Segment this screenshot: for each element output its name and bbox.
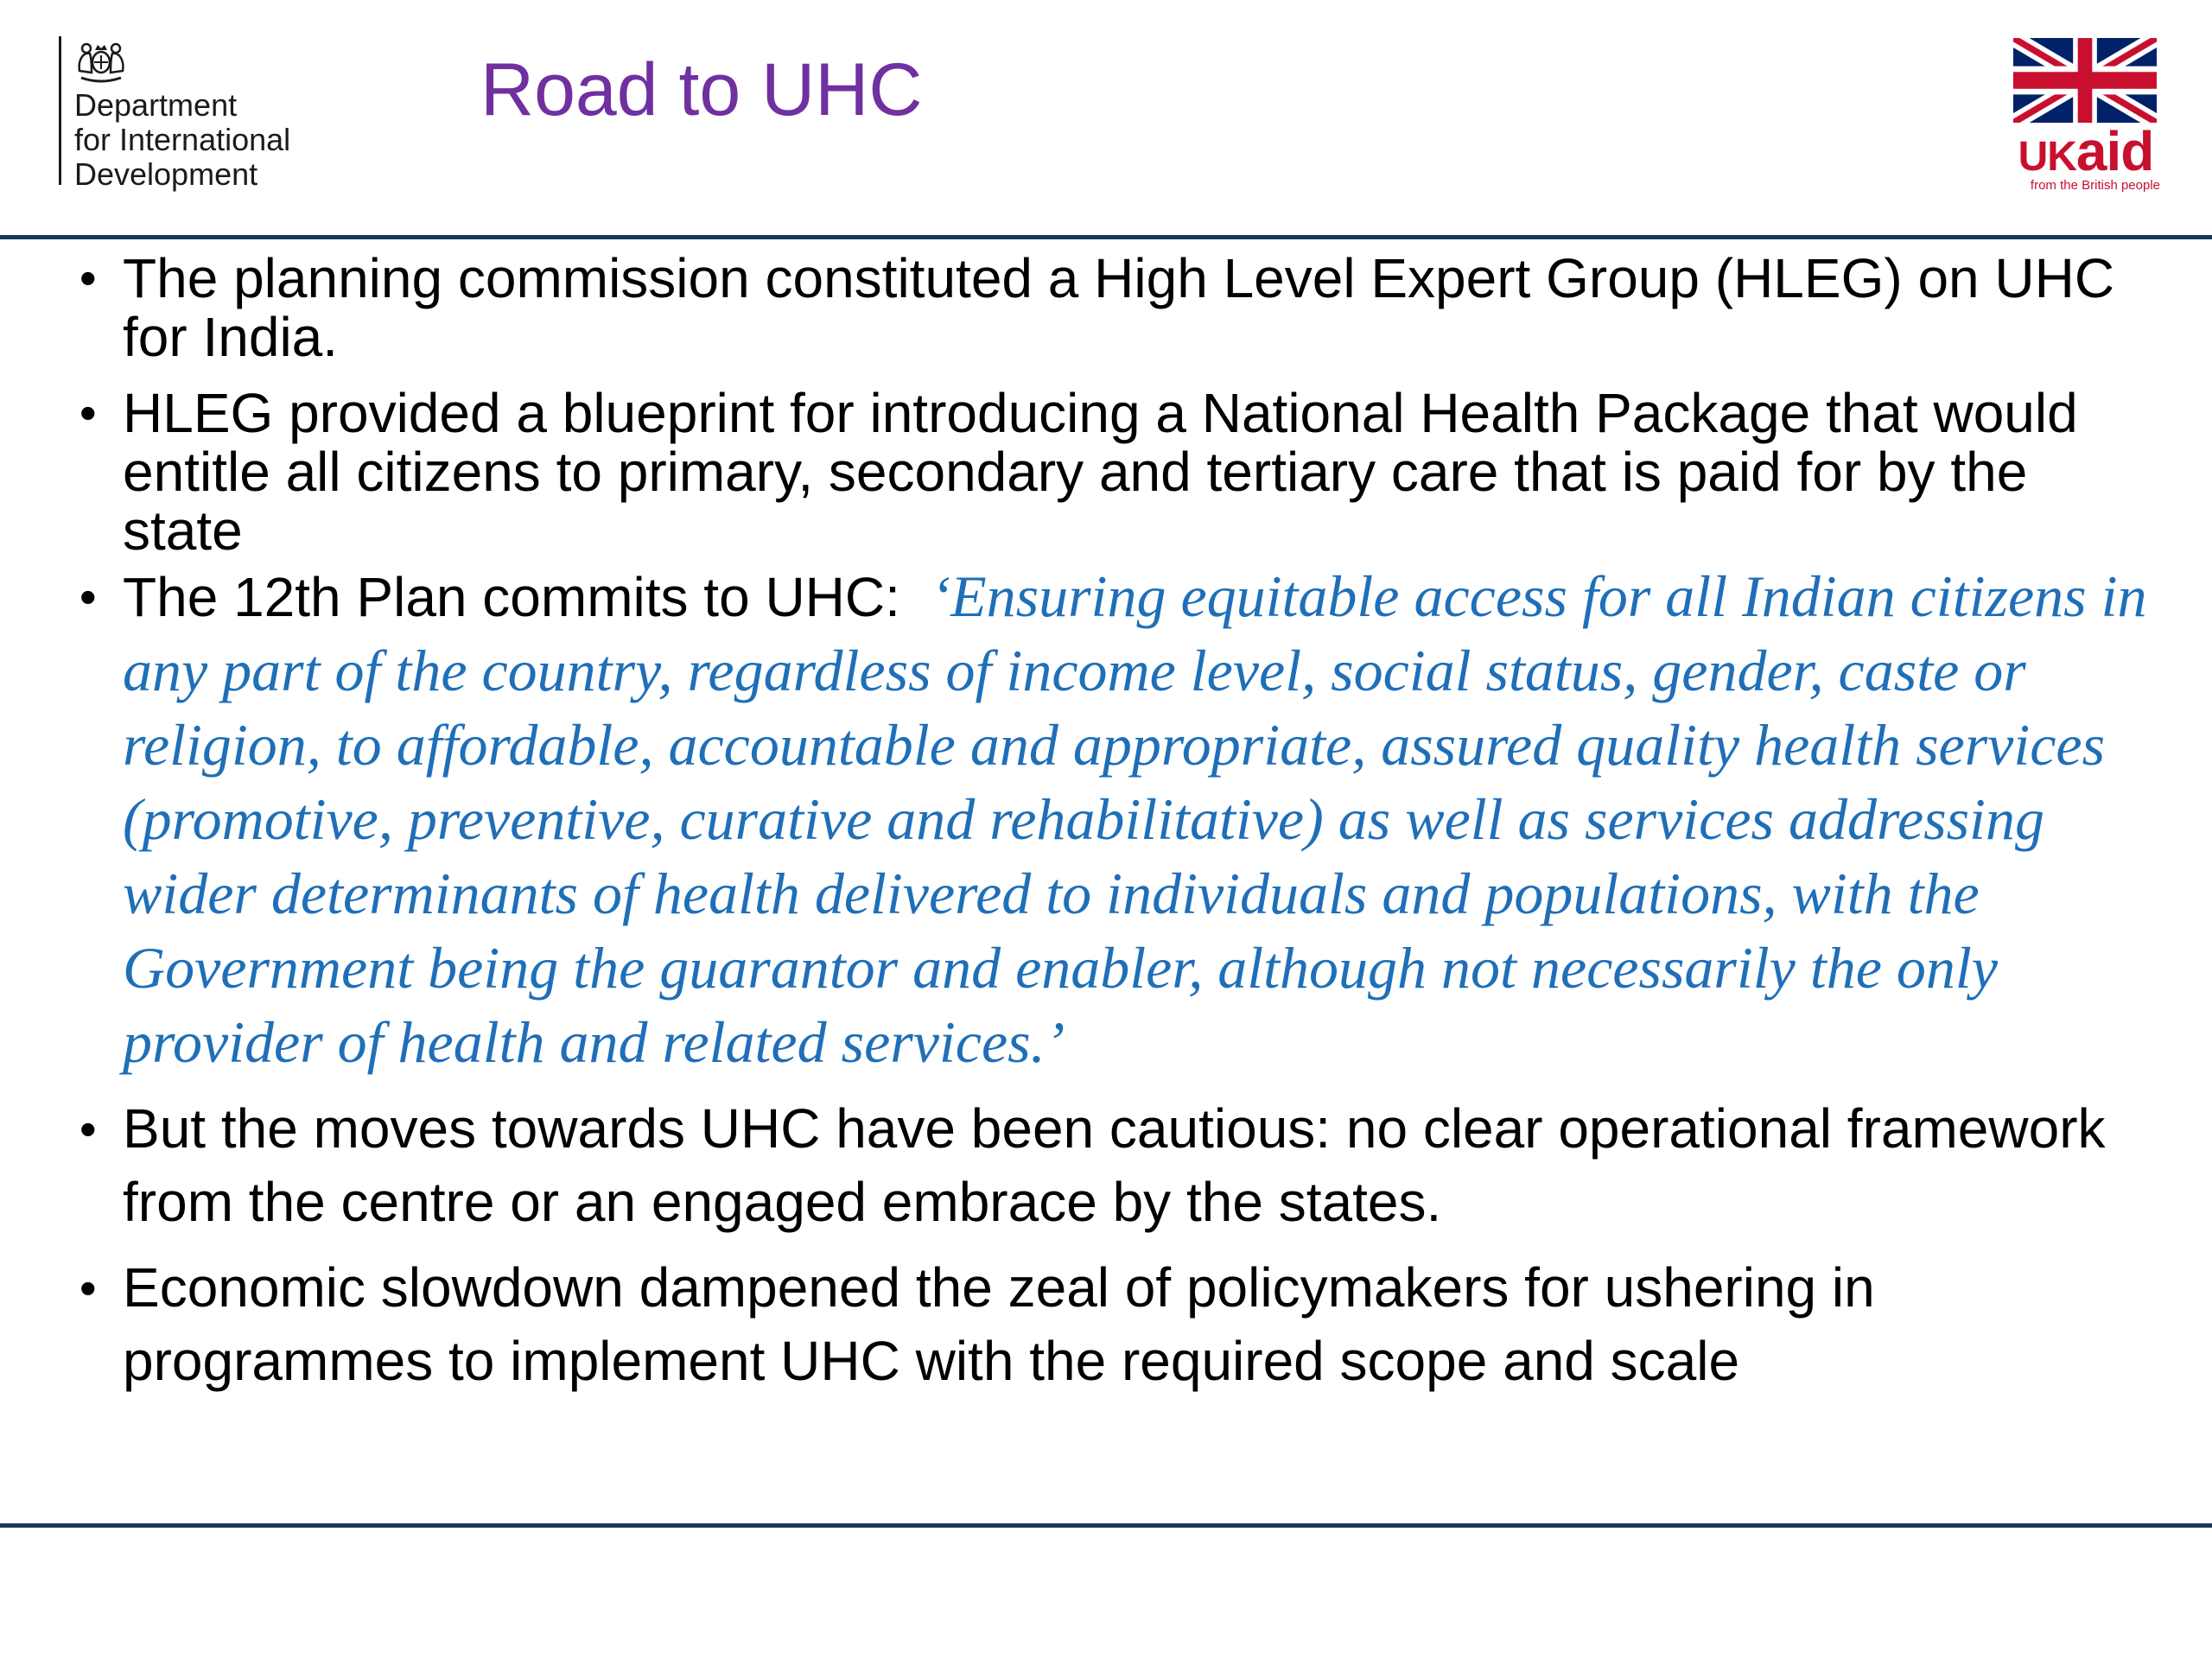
ukaid-tagline: from the British people <box>2030 178 2160 193</box>
list-item <box>76 384 2150 560</box>
list-item <box>76 560 2150 1080</box>
ukaid-logo <box>2012 38 2160 202</box>
dfid-wordmark <box>74 88 290 192</box>
dfid-logo <box>59 33 318 192</box>
list-item <box>76 249 2150 366</box>
bullet-list <box>76 249 2150 1398</box>
bullet-marker: • <box>79 251 97 305</box>
bullet-marker: • <box>79 1102 97 1156</box>
header-divider <box>0 235 2212 239</box>
dfid-line: for International <box>74 122 291 157</box>
bullet-marker: • <box>79 1261 97 1315</box>
plan-quote: ‘Ensuring equitable access for all Indian citizens in any part of the country, regardless of income level, social status, gender, caste or religion, to affordable, accountable and appropriate, assured quality health services (promotive, preventive, curative and rehabilitative) as well as services addressing wider determinants of health delivered to individuals and populations, with the Government being the guarantor and enabler, although not necessarily the only provider of health and related services.’ <box>123 563 2147 1075</box>
bullet-text: HLEG provided a blueprint for introducing a National Health Package that would entitle all citizens to primary, secondary and tertiary care that is paid for by the state <box>123 382 2078 562</box>
bullet-lead: The 12th Plan commits to UHC: <box>123 566 900 628</box>
bullet-text: Economic slowdown dampened the zeal of policymakers for ushering in programmes to implement UHC with the required scope and scale <box>123 1256 1875 1392</box>
page-title: Road to UHC <box>480 48 923 131</box>
dfid-line: Development <box>74 156 258 192</box>
ukaid-suffix: aid <box>2075 120 2154 182</box>
royal-coat-of-arms-icon <box>74 33 128 86</box>
ukaid-prefix: UK <box>2018 134 2076 180</box>
logo-divider <box>59 36 61 185</box>
bullet-marker: • <box>79 569 97 624</box>
bullet-text: The planning commission constituted a High Level Expert Group (HLEG) on UHC for India. <box>123 247 2115 368</box>
bullet-text: But the moves towards UHC have been cautious: no clear operational framework from the centre or an engaged embrace by the states. <box>123 1097 2106 1233</box>
dfid-line: Department <box>74 87 238 123</box>
list-item <box>76 1251 2150 1398</box>
list-item <box>76 1092 2150 1239</box>
footer-divider <box>0 1523 2212 1528</box>
ukaid-wordmark <box>2012 120 2160 186</box>
union-jack-icon <box>2013 38 2157 123</box>
bullet-marker: • <box>79 385 97 440</box>
